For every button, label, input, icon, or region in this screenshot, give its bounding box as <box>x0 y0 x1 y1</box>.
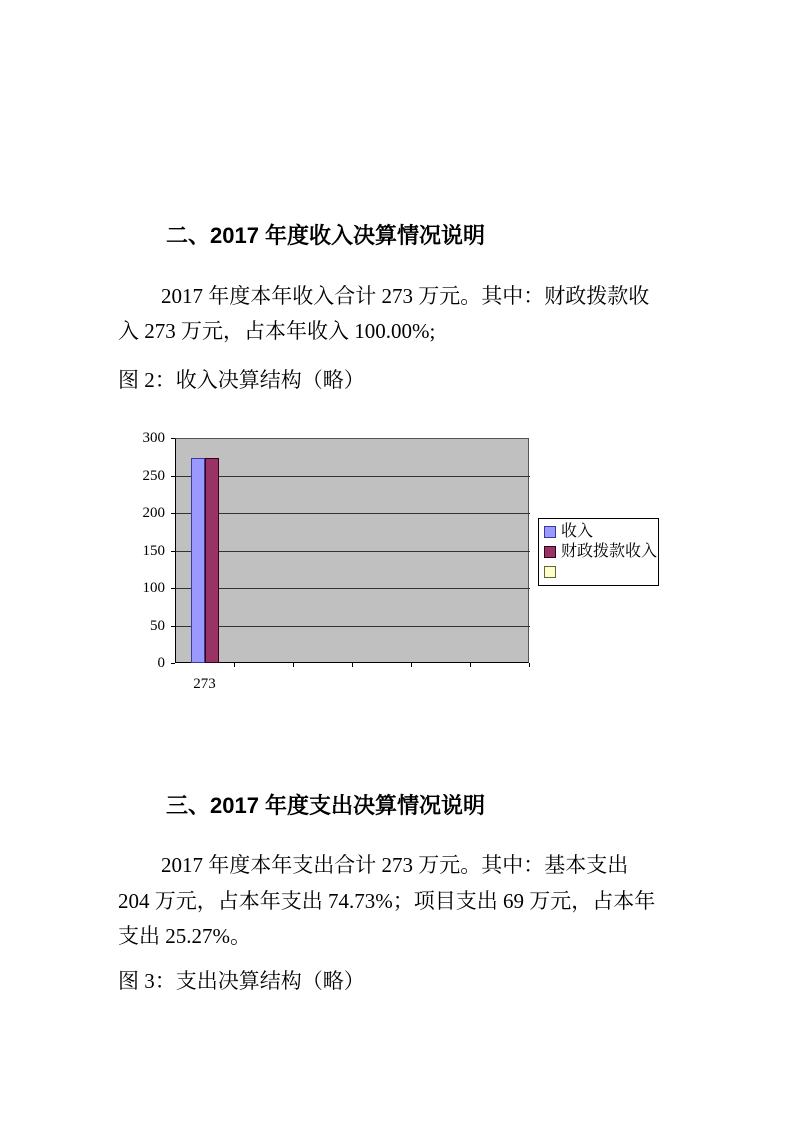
expenditure-paragraph-line-3: 支出 25.27%。 <box>118 924 251 948</box>
y-axis-tick-label: 250 <box>142 467 165 484</box>
y-axis-tick <box>171 551 175 552</box>
gridline <box>176 588 530 589</box>
expenditure-paragraph-line-2: 204 万元，占本年支出 74.73%；项目支出 69 万元，占本年 <box>118 889 656 913</box>
y-axis-tick-label: 100 <box>142 580 165 596</box>
figure2-caption: 图 2：收入决算结构（略） <box>118 368 365 392</box>
expenditure-section-heading: 三、2017 年度支出决算情况说明 <box>166 793 486 818</box>
y-axis-tick-label: 50 <box>150 617 165 634</box>
x-axis-tick <box>234 663 235 667</box>
y-axis-tick <box>171 626 175 627</box>
plot-area <box>175 438 529 663</box>
y-axis-tick <box>171 663 175 664</box>
figure3-caption: 图 3：支出决算结构（略） <box>118 969 365 993</box>
x-axis-tick <box>529 663 530 667</box>
legend-marker-icon <box>544 566 556 578</box>
income-bar-chart <box>135 425 681 710</box>
legend-item <box>544 522 653 542</box>
legend-item-label: 收入 <box>561 523 594 540</box>
gridline <box>176 551 530 552</box>
x-axis-tick <box>293 663 294 667</box>
y-axis-tick <box>171 438 175 439</box>
expenditure-paragraph-line-1: 2017 年度本年支出合计 273 万元。其中：基本支出 <box>161 853 629 877</box>
y-axis-tick-label: 200 <box>142 505 165 521</box>
y-axis-tick <box>171 588 175 589</box>
y-axis-tick-label: 0 <box>157 655 165 671</box>
y-axis-tick <box>171 476 175 477</box>
legend-item <box>544 562 653 582</box>
legend-marker-icon <box>544 526 556 538</box>
chart-legend <box>538 518 659 586</box>
x-axis-category-label: 273 <box>193 676 216 692</box>
income-section-heading: 二、2017 年度收入决算情况说明 <box>166 223 486 248</box>
income-paragraph-line-2: 入 273 万元，占本年收入 100.00%; <box>118 319 436 343</box>
gridline <box>176 513 530 514</box>
x-axis-tick <box>352 663 353 667</box>
legend-item-label: 财政拨款收入 <box>561 543 658 560</box>
x-axis-tick <box>411 663 412 667</box>
chart-bar-income <box>191 458 205 663</box>
x-axis-tick <box>470 663 471 667</box>
gridline <box>176 626 530 627</box>
chart-bar-fiscal <box>205 458 219 663</box>
legend-marker-icon <box>544 546 556 558</box>
y-axis-tick <box>171 513 175 514</box>
legend-item <box>544 542 658 562</box>
y-axis-tick-label: 150 <box>142 542 165 559</box>
y-axis-tick-label: 300 <box>142 430 165 446</box>
gridline <box>176 476 530 477</box>
income-paragraph-line-1: 2017 年度本年收入合计 273 万元。其中：财政拨款收 <box>161 284 650 308</box>
